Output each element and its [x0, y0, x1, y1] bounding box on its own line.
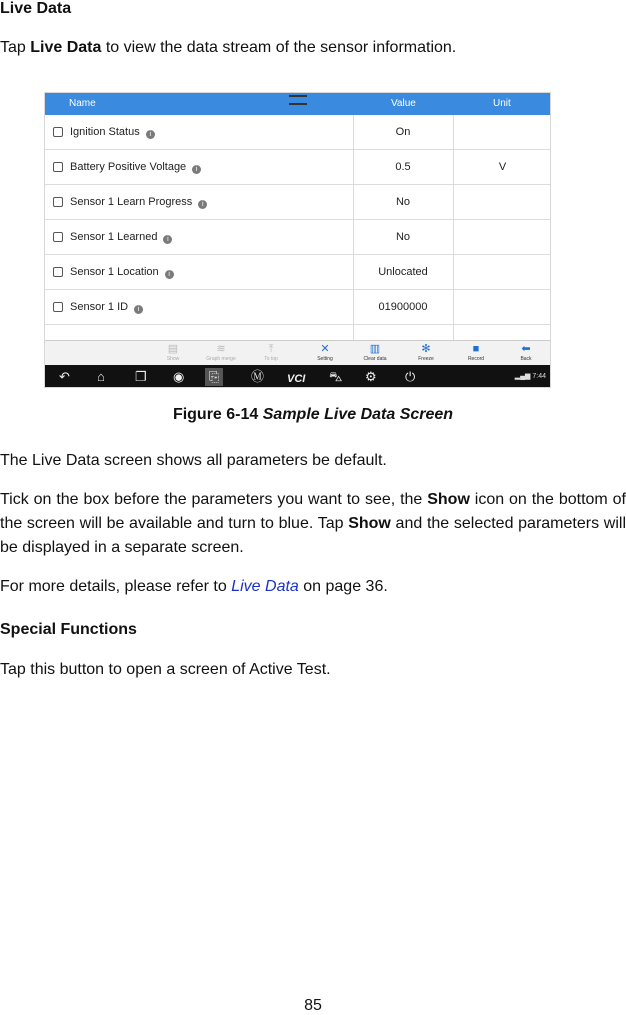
column-header-name: Name — [69, 98, 96, 109]
clear-data-button[interactable]: ▥ Clear data — [351, 342, 399, 365]
parameter-value: No — [395, 196, 411, 208]
section-heading-special-functions: Special Functions — [0, 621, 137, 638]
parameter-name: Sensor 1 Learned — [70, 231, 158, 243]
column-divider — [353, 115, 354, 340]
back-arrow-icon: ⬅ — [521, 343, 531, 355]
parameter-name: Battery Positive Voltage — [70, 161, 187, 173]
info-icon[interactable]: i — [192, 165, 201, 174]
to-top-button[interactable]: ⤒ To top — [247, 342, 295, 365]
table-header — [45, 93, 550, 115]
parameter-row[interactable] — [45, 220, 550, 255]
function-toolbar — [45, 340, 550, 365]
setting-button[interactable]: ✕ Setting — [301, 342, 349, 365]
parameter-name: Sensor 1 ID — [70, 301, 129, 313]
parameter-value: 01900000 — [378, 301, 428, 313]
info-icon[interactable]: i — [165, 270, 174, 279]
info-icon[interactable]: i — [134, 305, 143, 314]
update-icon[interactable]: ⏻ — [405, 369, 416, 384]
checkbox[interactable] — [53, 162, 63, 172]
arrow-up-icon: ⤒ — [268, 343, 274, 355]
clock-time: 7:44 — [532, 373, 546, 380]
parameter-name: Sensor 1 Location — [70, 266, 159, 278]
tools-icon: ✕ — [320, 343, 330, 355]
parameter-value: Unlocated — [378, 266, 428, 278]
live-data-link[interactable]: Live Data — [231, 578, 299, 595]
parameter-unit: V — [498, 161, 507, 173]
checkbox[interactable] — [53, 267, 63, 277]
page-number: 85 — [304, 997, 322, 1014]
list-icon: ▤ — [167, 343, 179, 355]
parameter-value: On — [395, 126, 411, 138]
intro-text: Tap — [0, 39, 31, 56]
back-button[interactable]: ⬅ Back — [502, 342, 550, 365]
parameter-row[interactable] — [45, 255, 550, 290]
parameter-list — [45, 115, 550, 325]
parameter-row[interactable] — [45, 150, 550, 185]
system-navigation-bar — [45, 365, 550, 388]
back-icon[interactable]: ↶ — [59, 369, 70, 384]
drag-handle-icon[interactable] — [289, 95, 307, 105]
intro-bold-live-data: Live Data — [30, 39, 102, 56]
freeze-button[interactable]: ✻ Freeze — [402, 342, 450, 365]
paragraph-reference: For more details, please refer to Live Data on page 36. — [0, 578, 388, 595]
graph-icon: ≋ — [216, 343, 226, 355]
parameter-row[interactable] — [45, 290, 550, 325]
vci-icon[interactable]: VCI — [287, 373, 306, 385]
paragraph-active-test: Tap this button to open a screen of Active Test. — [0, 661, 331, 678]
maxifix-icon[interactable]: Ⓜ — [251, 369, 265, 384]
camera-icon: ■ — [472, 343, 480, 355]
screenshot-icon[interactable]: ⎘ — [205, 368, 223, 386]
signal-icon: ▂▄▆ — [514, 373, 533, 380]
parameter-value: No — [395, 231, 411, 243]
column-header-value: Value — [391, 98, 416, 109]
home-icon[interactable]: ⌂ — [97, 369, 105, 384]
column-divider — [453, 115, 454, 340]
intro-paragraph — [0, 36, 626, 60]
info-icon[interactable]: i — [163, 235, 172, 244]
parameter-value: 0.5 — [395, 161, 411, 173]
checkbox[interactable] — [53, 127, 63, 137]
info-icon[interactable]: i — [146, 130, 155, 139]
paragraph-default-parameters: The Live Data screen shows all parameters be default. — [0, 452, 387, 469]
bold-show: Show — [427, 491, 470, 508]
figure-caption — [0, 406, 626, 424]
caption-label: Figure 6-14 — [172, 406, 263, 423]
car-icon[interactable]: ⛍ — [329, 369, 343, 384]
intro-text-end: to view the data stream of the sensor information. — [101, 39, 457, 56]
checkbox[interactable] — [53, 302, 63, 312]
show-button[interactable]: ▤ Show — [149, 342, 197, 365]
parameter-row[interactable] — [45, 115, 550, 150]
graph-merge-button[interactable]: ≋ Graph merge — [197, 342, 245, 365]
checkbox[interactable] — [53, 197, 63, 207]
parameter-name: Ignition Status — [70, 126, 140, 138]
paragraph-show-instructions: Tick on the box before the parameters you want to see, the Show icon on the bottom of the screen will be available and turn to blue. Tap Show and the selected parameters will be displayed in a separate screen. — [0, 491, 626, 556]
recent-apps-icon[interactable]: ❐ — [135, 369, 147, 384]
snowflake-icon: ✻ — [421, 343, 431, 355]
parameter-row[interactable] — [45, 185, 550, 220]
caption-title: Sample Live Data Screen — [262, 406, 454, 423]
browser-icon[interactable]: ◉ — [173, 369, 185, 384]
parameter-name: Sensor 1 Learn Progress — [70, 196, 193, 208]
bold-show: Show — [348, 515, 391, 532]
live-data-screenshot — [44, 92, 551, 388]
status-area — [515, 372, 546, 380]
service-icon[interactable]: ⚙ — [365, 369, 377, 384]
section-heading-live-data: Live Data — [0, 0, 72, 17]
trash-icon: ▥ — [369, 343, 381, 355]
checkbox[interactable] — [53, 232, 63, 242]
info-icon[interactable]: i — [198, 200, 207, 209]
record-button[interactable]: ■ Record — [452, 342, 500, 365]
column-header-unit: Unit — [493, 98, 511, 109]
